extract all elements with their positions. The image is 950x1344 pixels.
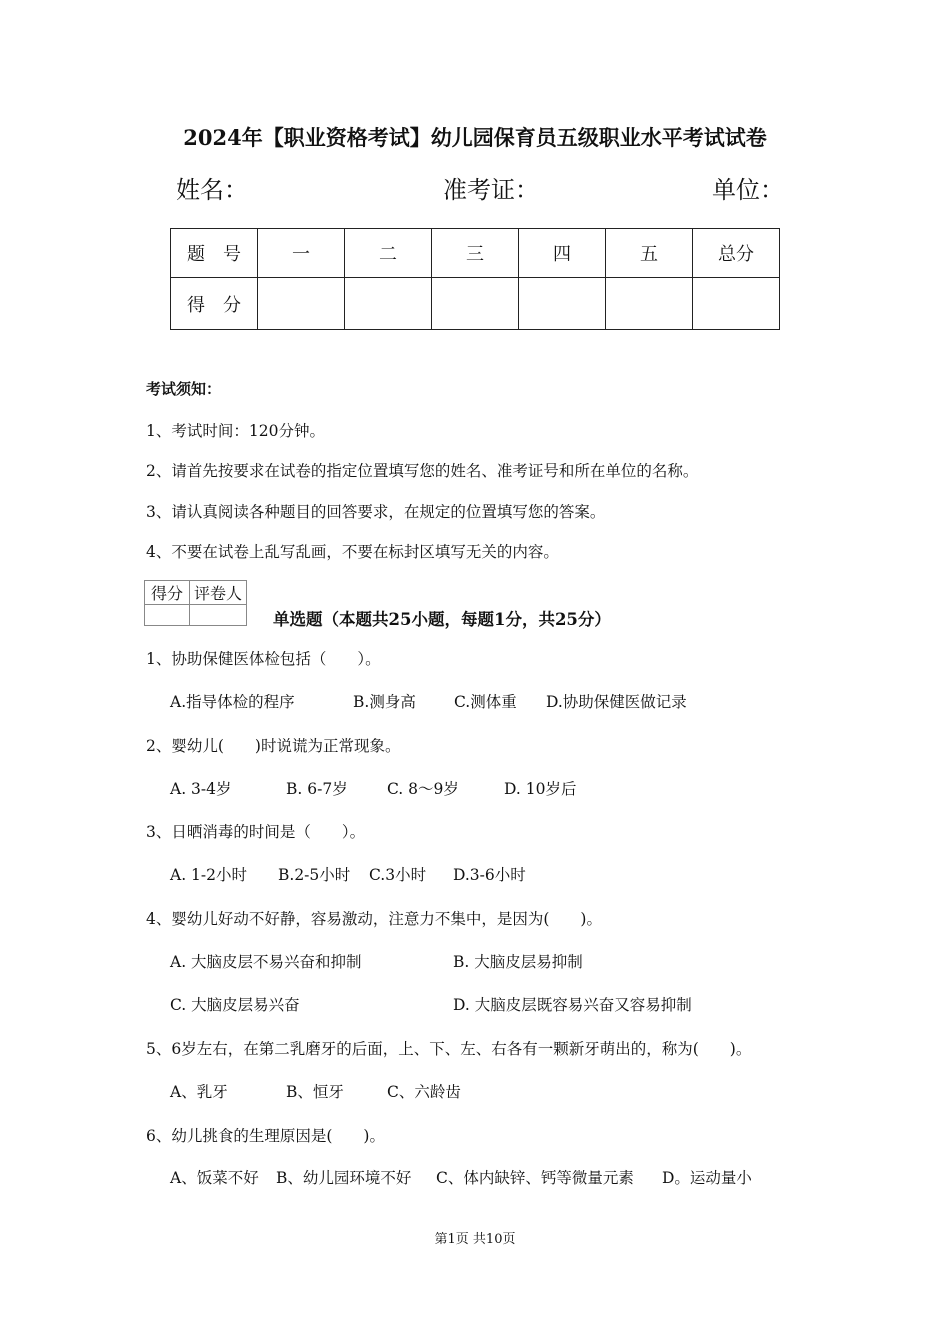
question-option: C. 大脑皮层易兴奋 <box>170 996 300 1014</box>
grader-box-entry-row <box>145 605 247 626</box>
question-option: B.2-5小时 <box>278 866 351 884</box>
question-option: B、恒牙 <box>286 1083 344 1101</box>
score-row-label: 得 分 <box>171 278 258 330</box>
score-table-header-cell: 四 <box>519 229 606 278</box>
question-stem: 4、婴幼儿好动不好静，容易激动，注意力不集中，是因为( )。 <box>146 910 602 928</box>
question-option: B. 6-7岁 <box>286 780 348 798</box>
question-option: B、幼儿园环境不好 <box>276 1169 412 1187</box>
grader-score-cell[interactable] <box>145 605 190 626</box>
page-footer: 第1页 共10页 <box>434 1232 516 1247</box>
score-cell[interactable] <box>258 278 345 330</box>
score-cell[interactable] <box>693 278 780 330</box>
score-cell[interactable] <box>432 278 519 330</box>
name-label: 姓名： <box>176 176 248 204</box>
score-table-header-cell: 一 <box>258 229 345 278</box>
question-option: A. 1-2小时 <box>170 866 248 884</box>
grader-name-label: 评卷人 <box>190 581 247 605</box>
score-table-header-row <box>171 229 780 278</box>
notes-heading: 考试须知： <box>146 380 222 398</box>
grader-box-header-row <box>145 581 247 605</box>
question-option: A.指导体检的程序 <box>170 693 295 711</box>
score-table-score-row <box>171 278 780 330</box>
question-option: B.测身高 <box>353 693 416 711</box>
question-stem: 1、协助保健医体检包括（ ）。 <box>146 650 381 668</box>
score-table-header-cell: 五 <box>606 229 693 278</box>
question-option: C. 8～9岁 <box>387 780 459 798</box>
score-table <box>170 228 780 330</box>
score-cell[interactable] <box>519 278 606 330</box>
score-table-header-cell: 二 <box>345 229 432 278</box>
question-option: A. 大脑皮层不易兴奋和抑制 <box>170 953 362 971</box>
question-stem: 5、6岁左右，在第二乳磨牙的后面，上、下、左、右各有一颗新牙萌出的，称为( )。 <box>146 1040 752 1058</box>
grader-name-cell[interactable] <box>190 605 247 626</box>
question-option: D. 10岁后 <box>504 780 577 798</box>
note-item: 4、不要在试卷上乱写乱画，不要在标封区填写无关的内容。 <box>146 543 559 561</box>
question-option: D. 大脑皮层既容易兴奋又容易抑制 <box>453 996 692 1014</box>
question-option: B. 大脑皮层易抑制 <box>453 953 583 971</box>
grader-score-label: 得分 <box>145 581 190 605</box>
unit-label: 单位： <box>712 176 784 204</box>
question-stem: 3、日晒消毒的时间是（ ）。 <box>146 823 366 841</box>
page-title: 2024年【职业资格考试】幼儿园保育员五级职业水平考试试卷 <box>183 125 767 150</box>
exam-id-label: 准考证： <box>443 176 539 204</box>
question-option: D。运动量小 <box>662 1169 752 1187</box>
section-title: 单选题（本题共25小题，每题1分，共25分） <box>273 610 611 629</box>
question-option: C、六龄齿 <box>387 1083 461 1101</box>
question-stem: 2、婴幼儿( )时说谎为正常现象。 <box>146 737 401 755</box>
score-table-header-cell: 总分 <box>693 229 780 278</box>
question-option: A. 3-4岁 <box>170 780 232 798</box>
question-option: C.测体重 <box>454 693 517 711</box>
question-option: D.协助保健医做记录 <box>546 693 687 711</box>
note-item: 2、请首先按要求在试卷的指定位置填写您的姓名、准考证号和所在单位的名称。 <box>146 462 699 480</box>
question-option: A、乳牙 <box>170 1083 228 1101</box>
question-option: A、饭菜不好 <box>170 1169 259 1187</box>
score-cell[interactable] <box>606 278 693 330</box>
question-stem: 6、幼儿挑食的生理原因是( )。 <box>146 1127 385 1145</box>
score-table-header-cell: 题 号 <box>171 229 258 278</box>
question-option: C.3小时 <box>369 866 427 884</box>
score-table-header-cell: 三 <box>432 229 519 278</box>
note-item: 1、考试时间：120分钟。 <box>146 422 325 440</box>
question-option: D.3-6小时 <box>453 866 526 884</box>
question-option: C、体内缺锌、钙等微量元素 <box>436 1169 634 1187</box>
score-cell[interactable] <box>345 278 432 330</box>
note-item: 3、请认真阅读各种题目的回答要求，在规定的位置填写您的答案。 <box>146 503 606 521</box>
grader-box <box>144 580 247 626</box>
